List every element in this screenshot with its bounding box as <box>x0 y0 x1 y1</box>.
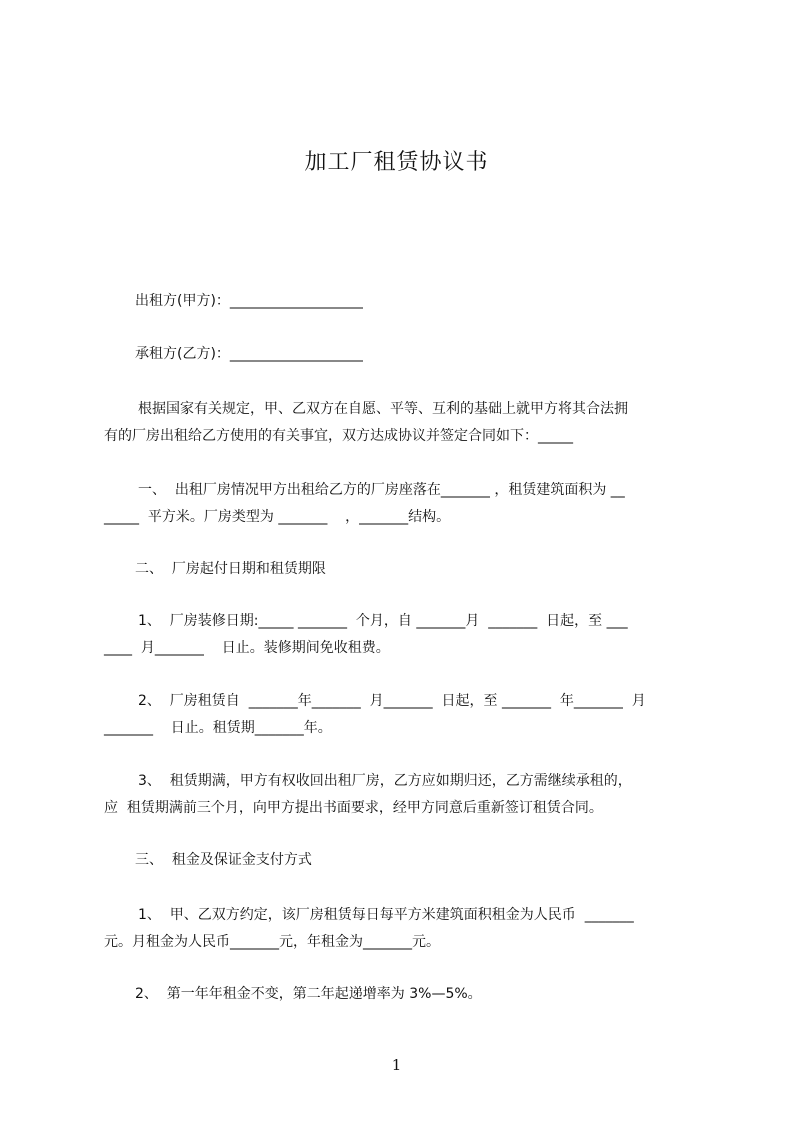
clause-2-3-line-2: 应 租赁期满前三个月，向甲方提出书面要求，经甲方同意后重新签订租赁合同。 <box>104 800 603 816</box>
clause-2-1-line-2: ____ 月_______ 日止。装修期间免收租费。 <box>104 640 390 656</box>
preamble-line-1: 根据国家有关规定，甲、乙双方在自愿、平等、互利的基础上就甲方将其合法拥 <box>138 401 628 417</box>
lessee-line: 承租方(乙方)：___________________ <box>135 346 363 362</box>
clause-3-1-line-2: 元。月租金为人民币_______元，年租金为_______元。 <box>104 934 440 950</box>
section-2-heading: 二、 厂房起付日期和租赁期限 <box>135 561 326 577</box>
clause-2-1-line-1: 1、 厂房装修日期:_____ _______ 个月，自 _______月 _______ 日起，至 ___ <box>138 613 628 629</box>
section-3-heading: 三、 租金及保证金支付方式 <box>135 852 312 868</box>
section-1-line-1: 一、 出租厂房情况甲方出租给乙方的厂房座落在_______ ，租赁建筑面积为 __ <box>138 482 625 498</box>
page-number: 1 <box>391 1056 402 1074</box>
clause-2-2-line-2: _______ 日止。租赁期_______年。 <box>104 720 332 736</box>
clause-3-1-line-1: 1、 甲、乙双方约定，该厂房租赁每日每平方米建筑面积租金为人民币 _______ <box>138 907 634 923</box>
clause-2-3-line-1: 3、 租赁期满，甲方有权收回出租厂房，乙方应如期归还，乙方需继续承租的， <box>138 773 632 789</box>
lessor-line: 出租方(甲方)：___________________ <box>135 293 363 309</box>
document-title: 加工厂租赁协议书 <box>304 150 489 175</box>
clause-2-2-line-1: 2、 厂房租赁自 _______年_______ 月_______ 日起，至 _______ 年_______ 月 <box>138 693 646 709</box>
clause-3-2-line-1: 2、 第一年年租金不变，第二年起递增率为 3%—5%。 <box>135 986 482 1002</box>
section-1-line-2: _____ 平方米。厂房类型为 _______ ，_______结构。 <box>104 509 451 525</box>
preamble-line-2: 有的厂房出租给乙方使用的有关事宜，双方达成协议并签定合同如下：_____ <box>104 428 573 444</box>
